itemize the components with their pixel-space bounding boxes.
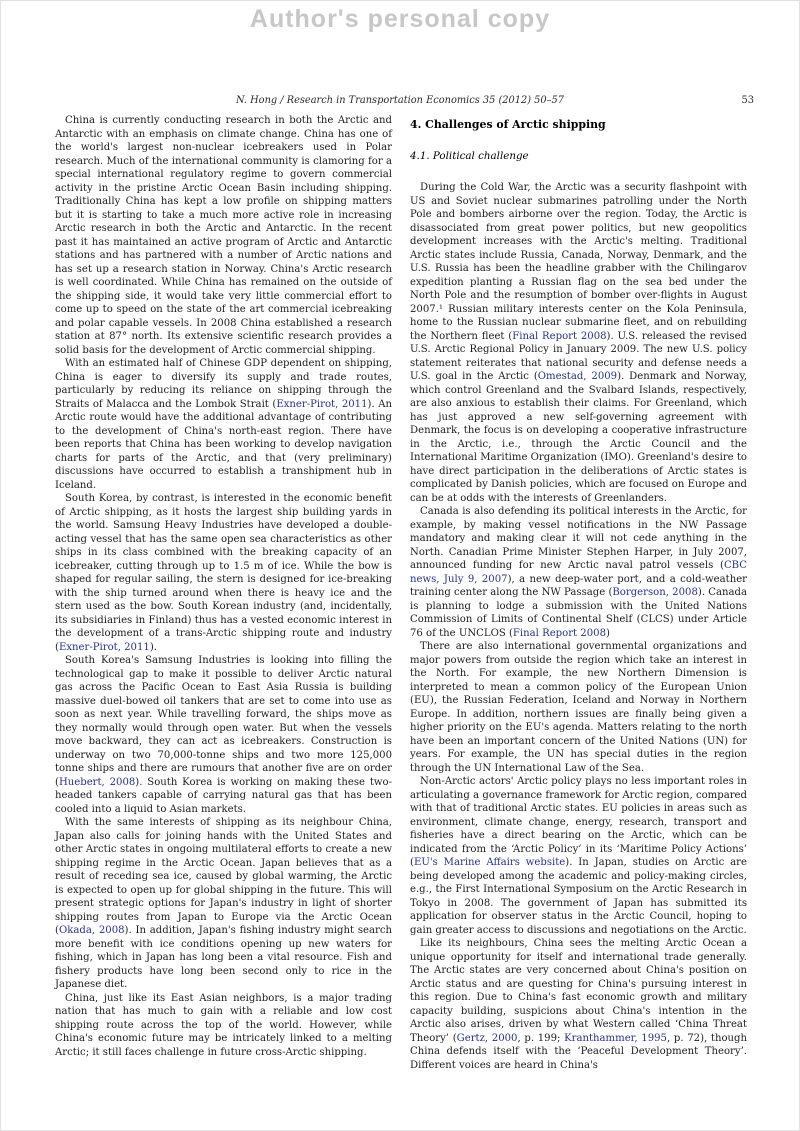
left-column bbox=[55, 114, 392, 1072]
paragraph: South Korea, by contrast, is interested in the economic benefit of Arctic shipping, as it hosts the largest ship building yards in the world. Samsung Heavy Industries have developed a double-acting vessel that has the same open sea characteristics as other ships in its class combined with the breaking capacity of an icebreaker, cutting through up to 1.5 m of ice. While the bow is shaped for regular sailing, the stern is designed for ice-breaking with the ship turned around when there is heavy ice and the stern used as the bow. South Korean industry (and, incidentally, its subsidiaries in Finland) thus has a vested economic interest in the development of a trans-Arctic shipping route and industry (Exner-Pirot, 2011). bbox=[55, 493, 392, 653]
paragraph: Like its neighbours, China sees the melting Arctic Ocean a unique opportunity for itself and international trade generally. The Arctic states are very concerned about China's position on Arctic status and are questing for China's pursuing interest in this region. Due to China's fast economic growth and military capacity building, suspicions about China's intention in the Arctic also arises, driven by what Western called ‘China Threat Theory’ (Gertz, 2000, p. 199; Kranthammer, 1995, p. 72), though China defends itself with the ‘Peaceful Development Theory’. Different voices are heard in China's bbox=[410, 938, 747, 1071]
right-column-paragraphs bbox=[410, 181, 747, 1072]
citation-link[interactable]: Huebert, 2008 bbox=[58, 776, 136, 788]
paragraph: During the Cold War, the Arctic was a security flashpoint with US and Soviet nuclear submarines patrolling under the North Pole and bombers airborne over the region. Today, the Arctic is disassociated from great power politics, but new geopolitics development increases with the Arctic's melting. Traditional Arctic states include Russia, Canada, Norway, Denmark, and the U.S. Russia has been the headline grabber with the Chilingarov expedition planting a Russian flag on the sea bed under the North Pole and the resumption of bomber over-flights in August 2007.¹ Russian military interests center on the Kola Peninsula, home to the Russian nuclear submarine fleet, and on rebuilding the Northern fleet (Final Report 2008). U.S. released the revised U.S. Arctic Regional Policy in January 2009. The new U.S. policy statement reiterates that national security and defense needs a U.S. goal in the Arctic (Omestad, 2009). Denmark and Norway, which control Greenland and the Svalbard Islands, respectively, are also anxious to establish their claims. For Greenland, which has just approved a new self-governing agreement with Denmark, the focus is on developing a cooperative infrastructure in the Arctic, i.e., through the Arctic Council and the International Maritime Organization (IMO). Greenland's desire to have direct participation in the deliberations of Arctic states is complicated by Danish policies, which are focused on Europe and can be at odds with the interests of Greenlanders. bbox=[410, 182, 748, 504]
citation-link[interactable]: Borgerson, 2008 bbox=[612, 587, 698, 598]
paragraph: With the same interests of shipping as its neighbour China, Japan also calls for joining hands with the United States and other Arctic states in ongoing multilateral efforts to create a new shipping regime in the Arctic Ocean. Japan believes that as a result of receding sea ice, caused by global warming, the Arctic is expected to open up for global shipping in the future. This will present strategic options for Japan's industry in light of shorter shipping routes from Japan to Europe via the Arctic Ocean (Okada, 2008). In addition, Japan's fishing industry might search more benefit with ice conditions opening up new waters for fishing, which in Japan has long been a vital resource. Fish and fishery products have long been second only to rice in the Japanese diet. bbox=[55, 817, 393, 990]
subsection-heading-political-challenge: 4.1. Political challenge bbox=[410, 149, 529, 162]
citation-link[interactable]: Final Report 2008 bbox=[512, 330, 607, 342]
citation-link[interactable]: EU's Marine Affairs website bbox=[413, 857, 566, 868]
authors-personal-copy-watermark: Author's personal copy bbox=[249, 5, 551, 33]
citation-link[interactable]: Final Report 2008 bbox=[512, 627, 606, 639]
paragraph: South Korea's Samsung Industries is looking into filling the technological gap to make it possible to deliver Arctic natural gas across the Pacific Ocean to East Asia Russia is building massive duel-bowed oil tankers that are set to come into use as soon as next year. While travelling forward, the ships move as they normally would through open water. But when the vessels move backward, they can act as icebreakers. Construction is underway on two 70,000-tonne ships and two more 125,000 tonne ships and there are rumours that another five are on order (Huebert, 2008). South Korea is working on making these two-headed tankers capable of carrying natural gas that has been cooled into a liquid to Asian markets. bbox=[55, 655, 393, 815]
paragraph: There are also international governmental organizations and major powers from outside the region which take an interest in the North. For example, the new Northern Dimension is interpreted to mean a common policy of the European Union (EU), the Russian Federation, Iceland and Norway in Northern Europe. In addition, northern issues are finally being given a higher priority on the EU's agenda. Matters relating to the north have been an important concern of the United Nations (UN) for years. For example, the UN has special duties in the region through the UN International Law of the Sea. bbox=[410, 641, 747, 774]
right-column bbox=[410, 114, 747, 1072]
section-heading-challenges: 4. Challenges of Arctic shipping bbox=[410, 118, 606, 131]
running-head: N. Hong / Research in Transportation Economics 35 (2012) 50–57 bbox=[235, 95, 565, 106]
paragraph: Non-Arctic actors' Arctic policy plays no less important roles in articulating a governance framework for Arctic region, compared with that of traditional Arctic states. EU policies in areas such as environment, climate change, energy, research, transport and fisheries have a direct bearing on the Arctic, which can be indicated from the ‘Arctic Policy’ in its ‘Maritime Policy Actions’ (EU's Marine Affairs website). In Japan, studies on Arctic are being developed among the academic and policy-making circles, e.g., the First International Symposium on the Arctic Research in Tokyo in 2008. The government of Japan has submitted its application for observer status in the Arctic Council, hoping to gain greater access to discussions and negotiations on the Arctic. bbox=[410, 776, 747, 936]
citation-link[interactable]: Kranthammer, 1995 bbox=[564, 1032, 667, 1044]
citation-link[interactable]: Exner-Pirot, 2011 bbox=[276, 398, 368, 410]
citation-link[interactable]: Exner-Pirot, 2011 bbox=[58, 641, 150, 653]
citation-link[interactable]: CBC news, July 9, 2007 bbox=[410, 560, 747, 585]
paragraph: China is currently conducting research in both the Arctic and Antarctic with an emphasis on climate change. China has one of the world's largest non-nuclear icebreakers used in Polar research. Much of the international community is clamoring for a special international regulatory regime to govern commercial activity in the pristine Arctic Ocean Basin including shipping. Traditionally China has kept a low profile on shipping matters but it is starting to take a much more active role in increasing Arctic research in both the Arctic and Antarctic. In the recent past it has maintained an active program of Arctic and Antarctic stations and has partnered with a number of Arctic nations and has set up a research station in Norway. China's Arctic research is well coordinated. While China has remained on the outside of the shipping side, it would take very little commercial effort to come up to speed on the state of the art commercial icebreaking and polar capable vessels. In 2008 China established a research station at 87° north. Its extensive scientific research provides a solid basis for the development of Arctic commercial shipping. bbox=[55, 115, 392, 356]
paragraph: Canada is also defending its political interests in the Arctic, for example, by making vessel notifications in the NW Passage mandatory and making clear it will not cede anything in the North. Canadian Prime Minister Stephen Harper, in July 2007, announced funding for new Arctic naval patrol vessels (CBC news, July 9, 2007), a new deep-water port, and a cold-weather training center along the NW Passage (Borgerson, 2008). Canada is planning to lodge a submission with the United Nations Commission of Limits of Continental Shelf (CLCS) under Article 76 of the UNCLOS (Final Report 2008) bbox=[410, 506, 748, 639]
citation-link[interactable]: Okada, 2008 bbox=[58, 925, 125, 936]
paragraph: With an estimated half of Chinese GDP dependent on shipping, China is eager to diversify its supply and trade routes, particularly by reducing its reliance on shipping through the Straits of Malacca and the Lombok Strait (Exner-Pirot, 2011). An Arctic route would have the additional advantage of contributing to the development of China's north-east region. There have been reports that China has been working to develop navigation charts for parts of the Arctic, and that (very preliminary) discussions have occurred to establish a transhipment hub in Iceland. bbox=[55, 358, 392, 491]
citation-link[interactable]: Omestad, 2009 bbox=[537, 371, 618, 382]
citation-link[interactable]: Gertz, 2000 bbox=[456, 1032, 518, 1044]
page-content bbox=[55, 114, 747, 1072]
paragraph: China, just like its East Asian neighbors, is a major trading nation that has much to gain with a reliable and low cost shipping route across the top of the world. However, while China's economic future may be intricately linked to a melting Arctic; it still faces challenge in future cross-Arctic shipping. bbox=[55, 992, 392, 1058]
page-number: 53 bbox=[741, 95, 754, 106]
